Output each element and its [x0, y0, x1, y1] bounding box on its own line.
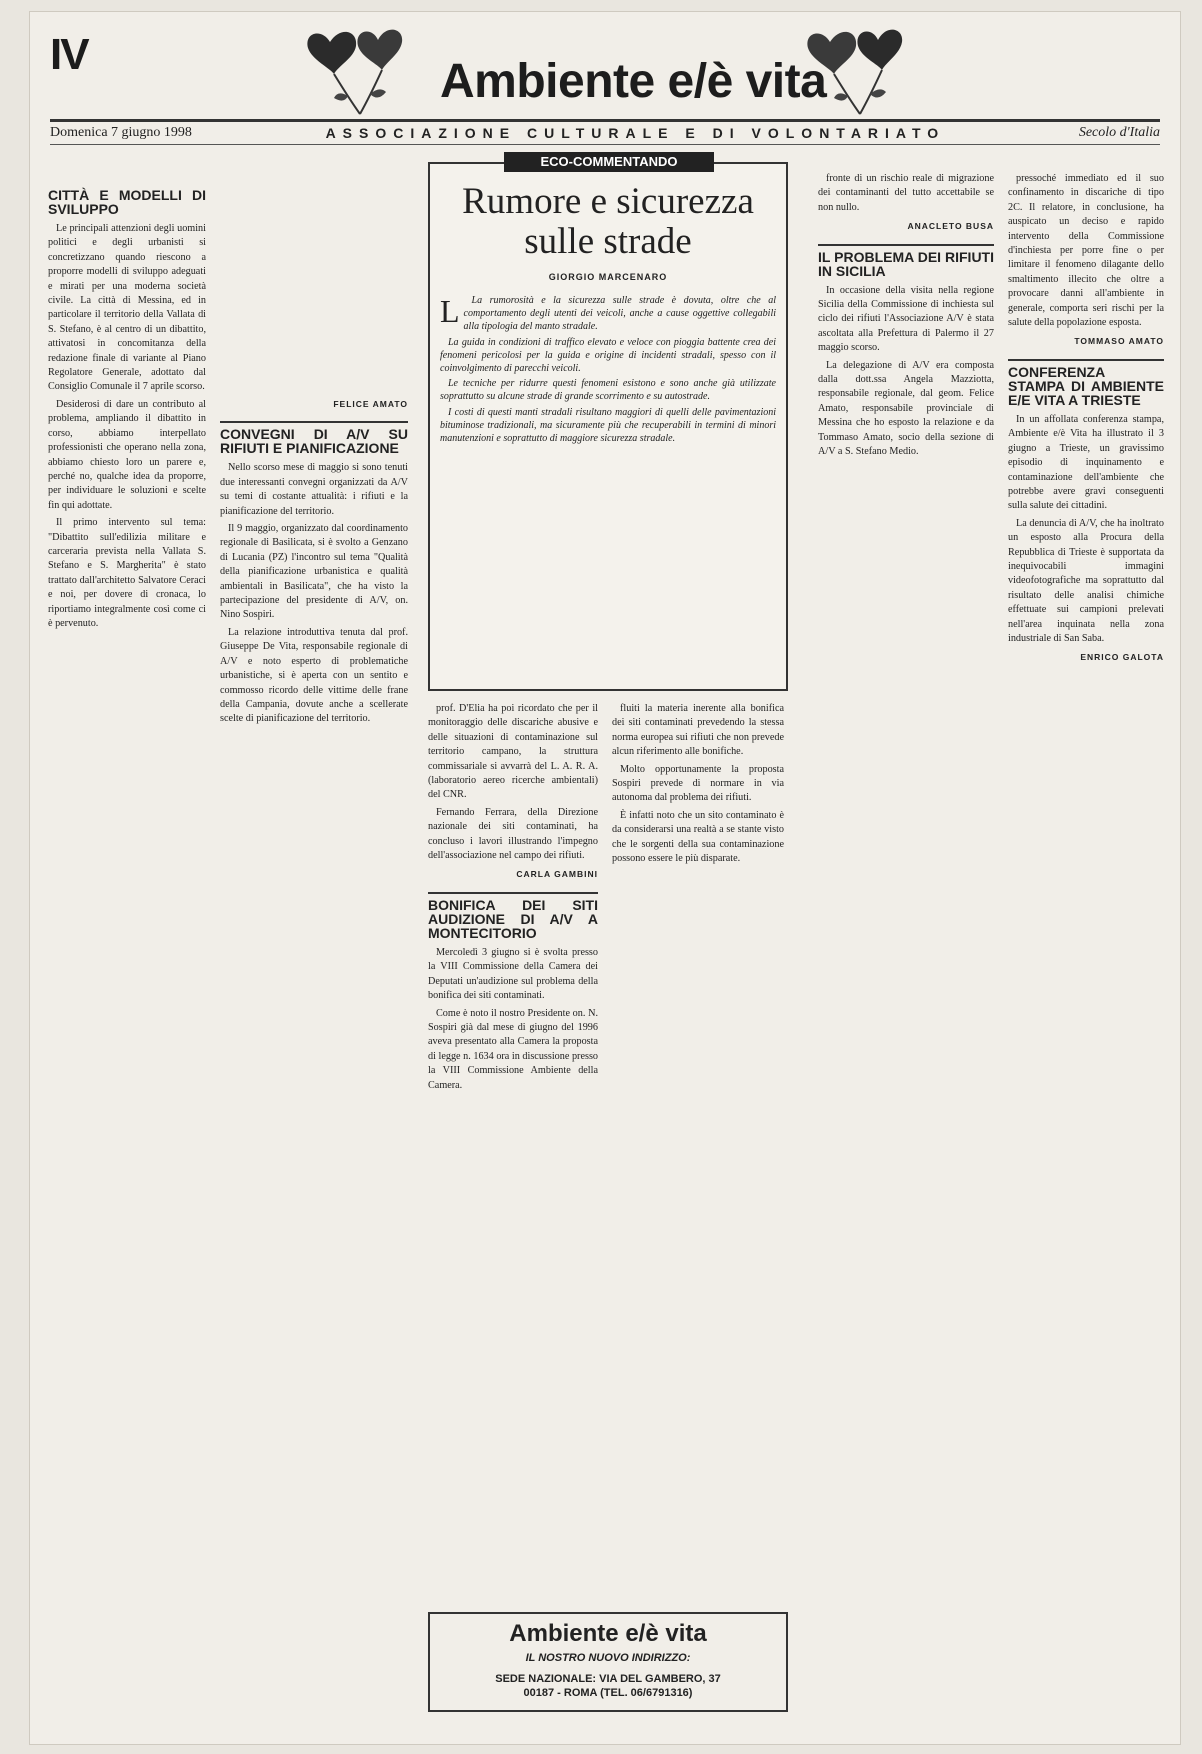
article-paragraph: Desiderosi di dare un contributo al problema, ampliando il dibattito in corso, abbiamo interpellato professionisti che operano nella zona, abbiamo chiesto loro un parere e, perché no, qualche idea da proporre, per individuare le soluzioni e scelte fin qui adottate.	[48, 398, 206, 511]
box-paragraph: La rumorosità e la sicurezza sulle strade è dovuta, oltre che al comportamento degli utenti dei veicoli, anche a cause oggettive collegabili alla tipologia del manto stradale.	[463, 295, 776, 333]
column-3	[428, 702, 598, 1602]
article-byline: ENRICO GALOTA	[1080, 652, 1164, 663]
article-paragraph: Il 9 maggio, organizzato dal coordinamento regionale di Basilicata, si è svolto a Genzano di Lucania (PZ) l'incontro sul tema "Qualità della pianificazione urbanistica e qualità ambientali in Basilicata", che ha visto la partecipazione del presidente di A/V, on. Nino Sospiri.	[220, 523, 408, 621]
section-title: Ambiente e/è vita	[440, 55, 827, 108]
article-paragraph: Il primo intervento sul tema: "Dibattito sull'edilizia militare e carceraria prevista nella Vallata S. Stefano e S. Margherita" è stato trattato dall'architetto Salvatore Ceraci e noi, per dovere di cronaca, lo riportiamo integralmente così come ci è pervenuto.	[48, 517, 206, 629]
notice-address	[430, 1672, 786, 1700]
box-paragraph: I costi di questi manti stradali risultano maggiori di quelli delle pavimentazioni bituminose tradizionali, ma sicuramente più che recuperabili in termini di minori manutenzioni e soprattutto di maggiore sicurezza stradale.	[440, 406, 776, 445]
header-bar	[50, 119, 1160, 145]
article-paragraph: In occasione della visita nella regione Sicilia della Commissione di inchiesta sul ciclo dei rifiuti l'Associazione A/V è stata ascoltata alla Prefettura di Palermo il 27 maggio scorso.	[818, 284, 994, 354]
column-1	[48, 184, 206, 1724]
article-paragraph: La delegazione di A/V era composta dalla dott.ssa Angela Mazziotta, responsabile regionale, dal geom. Felice Amato, responsabile provinciale di Messina che ho esposto la relazione e da Tommaso Amato, socio della sezione di A/V a S. Stefano Medio.	[818, 359, 994, 458]
article-paragraph: Molto opportunamente la proposta Sospiri prevede di normare in via autonoma dal problema dei rifiuti.	[612, 763, 784, 804]
box-paragraph: Le tecniche per ridurre questi fenomeni esistono e sono anche già utilizzate soprattutto su alcune strade di grande scorrimento e su autostrade.	[440, 378, 776, 403]
box-title: Rumore e sicurezza sulle strade	[462, 181, 754, 262]
issue-date: Domenica 7 giugno 1998	[50, 125, 192, 140]
article-paragraph: Come è noto il nostro Presidente on. N. Sospiri già dal mese di giugno del 1996 aveva presentato alla Camera la proposta di legge n. 1634 ora in discussione presso la VIII Commissione Ambiente della Camera.	[428, 1007, 598, 1091]
article-heading: BONIFICA DEI SITI AUDIZIONE DI A/V A MONTECITORIO	[428, 896, 598, 941]
page-number: IV	[50, 30, 88, 79]
article-paragraph: Nello scorso mese di maggio si sono tenuti due interessanti convegni organizzati da A/V su temi di costante attualità: i rifiuti e la pianificazione del territorio.	[220, 462, 408, 517]
article-heading: CONFERENZA STAMPA DI AMBIENTE E/E VITA A TRIESTE	[1008, 363, 1164, 408]
box-text	[440, 294, 776, 447]
article-heading: IL PROBLEMA DEI RIFIUTI IN SICILIA	[818, 248, 994, 279]
article-paragraph: La relazione introduttiva tenuta dal prof. Giuseppe De Vita, responsabile regionale di A/V e noto esperto di problematiche urbanistiche, si è aperta con un sentito e commosso ricordo delle vittime delle frane della Campania, dovute anche a scellerate scelte di pianificazione del territorio.	[220, 626, 408, 725]
article-paragraph: prof. D'Elia ha poi ricordato che per il monitoraggio delle discariche abusive e delle situazioni di contaminazione sul territorio campano, la struttura commissariale si avvarrà del L. A. R. A. (laboratorio aereo ricerche ambientali) del CNR.	[428, 703, 598, 801]
column-6	[1008, 172, 1164, 1732]
eco-commentando-box	[428, 154, 788, 691]
article-byline: FELICE AMATO	[333, 399, 408, 409]
notice-title: Ambiente e/è vita	[509, 1620, 707, 1647]
box-paragraph: La guida in condizioni di traffico elevato e veloce con pioggia battente crea dei fenomeni pericolosi per la guida e origine di incidenti stradali, spesso con il coinvolgimento di parecchi veicoli.	[440, 336, 776, 375]
article-paragraph: Mercoledì 3 giugno si è svolta presso la VIII Commissione della Camera dei Deputati un'audizione sul problema della bonifica dei siti contaminati.	[428, 946, 598, 1002]
address-line: SEDE NAZIONALE: VIA DEL GAMBERO, 37	[495, 1673, 721, 1685]
article-paragraph: fronte di un rischio reale di migrazione dei contaminanti del tutto accettabile se non nullo.	[818, 173, 994, 213]
article-byline: CARLA GAMBINI	[516, 869, 598, 880]
article-paragraph: pressoché immediato ed il suo confinamento in discariche di tipo 2C. Il relatore, in conclusione, ha auspicato un deciso e rapido intervento della Commissione d'inchiesta per porre fine o per limitare il fenomeno dilagante dello smaltimento illecito che oltre a provocare danni all'ambiente in generale, comporta seri rischi per la salute della popolazione esposta.	[1008, 173, 1164, 329]
divider	[1008, 359, 1164, 361]
column-ribbon: ECO-COMMENTANDO	[504, 152, 714, 172]
dropcap: L	[440, 293, 460, 329]
article-paragraph: In un affollata conferenza stampa, Ambiente e/è Vita ha illustrato il 3 giugno a Trieste, un gravissimo episodio di inquinamento e contaminazione dell'ambiente che potrebbe avere gravi conseguenti sulla salute dei cittadini.	[1008, 413, 1164, 512]
address-notice-box	[428, 1612, 788, 1712]
column-2	[220, 172, 408, 1712]
newspaper-name: Secolo d'Italia	[1078, 125, 1160, 140]
divider	[220, 421, 408, 423]
column-4	[612, 702, 784, 1602]
article-heading: CONVEGNI DI A/V SU RIFIUTI E PIANIFICAZIONE	[220, 426, 408, 457]
article-paragraph: fluiti la materia inerente alla bonifica dei siti contaminati prevedendo la stessa norma europea sui rifiuti che non prevede alcun riferimento alle bonifiche.	[612, 703, 784, 758]
article-paragraph: La denuncia di A/V, che ha inoltrato un esposto alla Procura della Repubblica di Trieste è supportata da inequivocabili immagini videofotografiche ma soprattutto dal risultato delle analisi chimiche effettuate sui campioni prelevati nell'area inquinata nella zona industriale di San Saba.	[1008, 517, 1164, 644]
column-5	[818, 172, 994, 1722]
association-name: ASSOCIAZIONE CULTURALE E DI VOLONTARIATO	[325, 125, 946, 141]
article-paragraph: È infatti noto che un sito contaminato è da considerarsi una realtà a se stante visto che le sorgenti della sua contaminazione possono essere le più disparate.	[612, 809, 784, 865]
article-byline: TOMMASO AMATO	[1074, 336, 1164, 347]
address-line: 00187 - ROMA (TEL. 06/6791316)	[523, 1687, 693, 1699]
newspaper-page	[30, 12, 1180, 1744]
notice-subtitle: IL NOSTRO NUOVO INDIRIZZO:	[525, 1652, 691, 1664]
divider	[818, 244, 994, 246]
article-byline: ANACLETO BUSA	[907, 221, 994, 232]
article-paragraph: Fernando Ferrara, della Direzione nazionale dei siti contaminati, ha concluso i lavori illustrando l'impegno dell'associazione nel campo dei rifiuti.	[428, 806, 598, 862]
divider	[428, 892, 598, 894]
article-paragraph: Le principali attenzioni degli uomini politici e degli urbanisti si concretizzano quando riescono a proporre modelli di sviluppo adeguati e mirati per una moderna società civile. La città di Messina, ed in particolare il territorio della Vallata di S. Stefano, è al centro di un dibattito, attivatosi in concomitanza della redazione finale di variante al Piano Regolatore Generale, adottato dal Consiglio Comunale il 7 aprile scorso.	[48, 223, 206, 393]
box-byline: GIORGIO MARCENARO	[548, 272, 668, 282]
article-heading: CITTÀ E MODELLI DI SVILUPPO	[48, 187, 206, 217]
heart-flowers-left-icon	[300, 20, 420, 116]
